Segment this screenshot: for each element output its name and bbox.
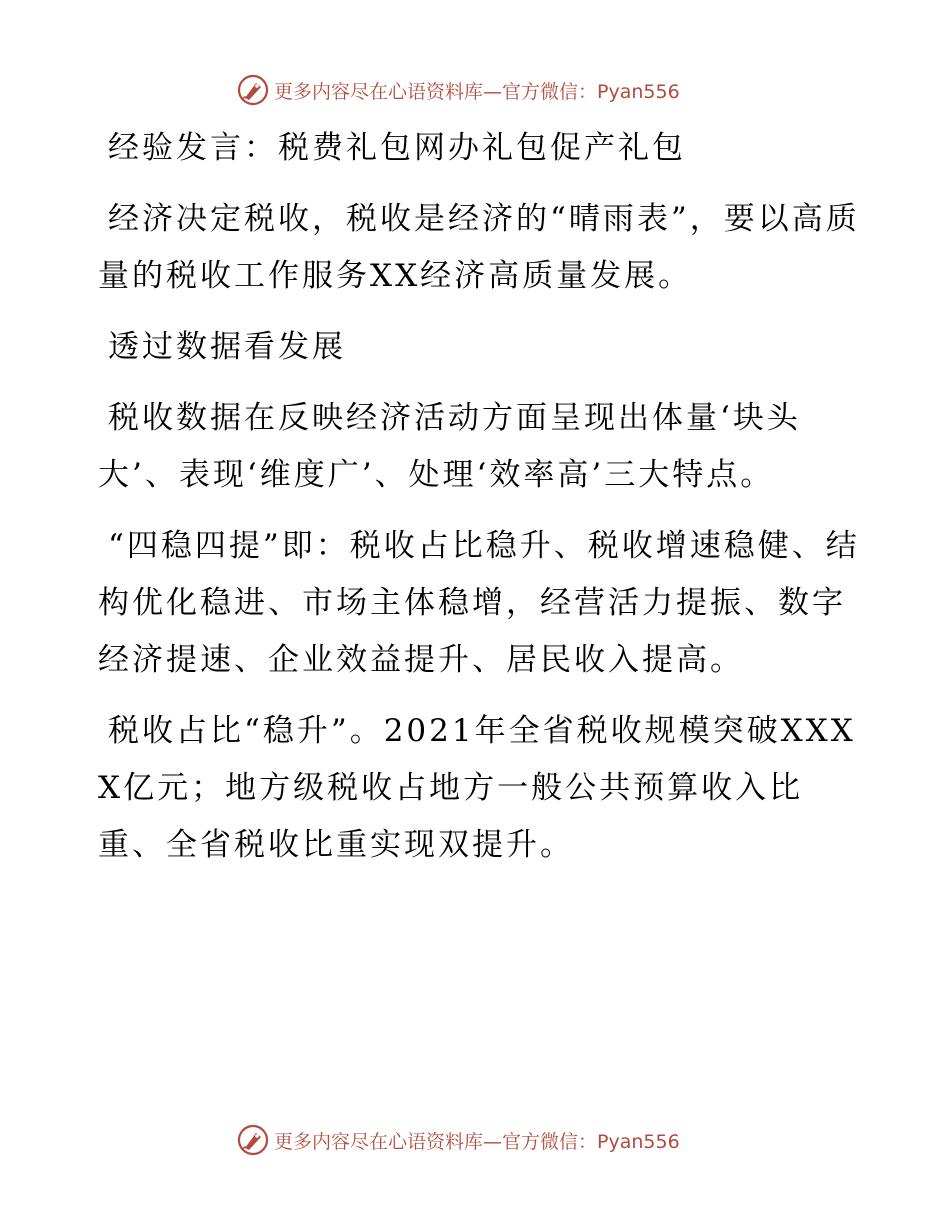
paragraph-title: 经验发言：税费礼包网办礼包促产礼包 — [108, 130, 686, 166]
paragraph: 税收数据在反映经济活动方面呈现出体量‘块头大’、表现‘维度广’、处理‘效率高’三大特点。 — [98, 400, 801, 493]
document-body — [98, 120, 868, 888]
pen-nib-logo-icon — [236, 73, 270, 107]
pen-nib-logo-icon — [236, 1123, 270, 1157]
watermark-text: 更多内容尽在心语资料库—官方微信：Pyan556 — [274, 80, 680, 103]
watermark-text: 更多内容尽在心语资料库—官方微信：Pyan556 — [274, 1130, 680, 1153]
header-watermark — [236, 72, 680, 108]
footer-watermark — [236, 1122, 680, 1158]
paragraph: 税收占比“稳升”。2021年全省税收规模突破XXXX亿元；地方级税收占地方一般公共预算收入比重、全省税收比重实现双提升。 — [98, 713, 856, 863]
paragraph-subheading: 透过数据看发展 — [108, 329, 346, 365]
paragraph: “四稳四提”即：税收占比稳升、税收增速稳健、结构优化稳进、市场主体稳增，经营活力提振、数字经济提速、企业效益提升、居民收入提高。 — [98, 528, 860, 678]
paragraph: 经济决定税收，税收是经济的“晴雨表”，要以高质量的税收工作服务XX经济高质量发展。 — [98, 201, 860, 294]
